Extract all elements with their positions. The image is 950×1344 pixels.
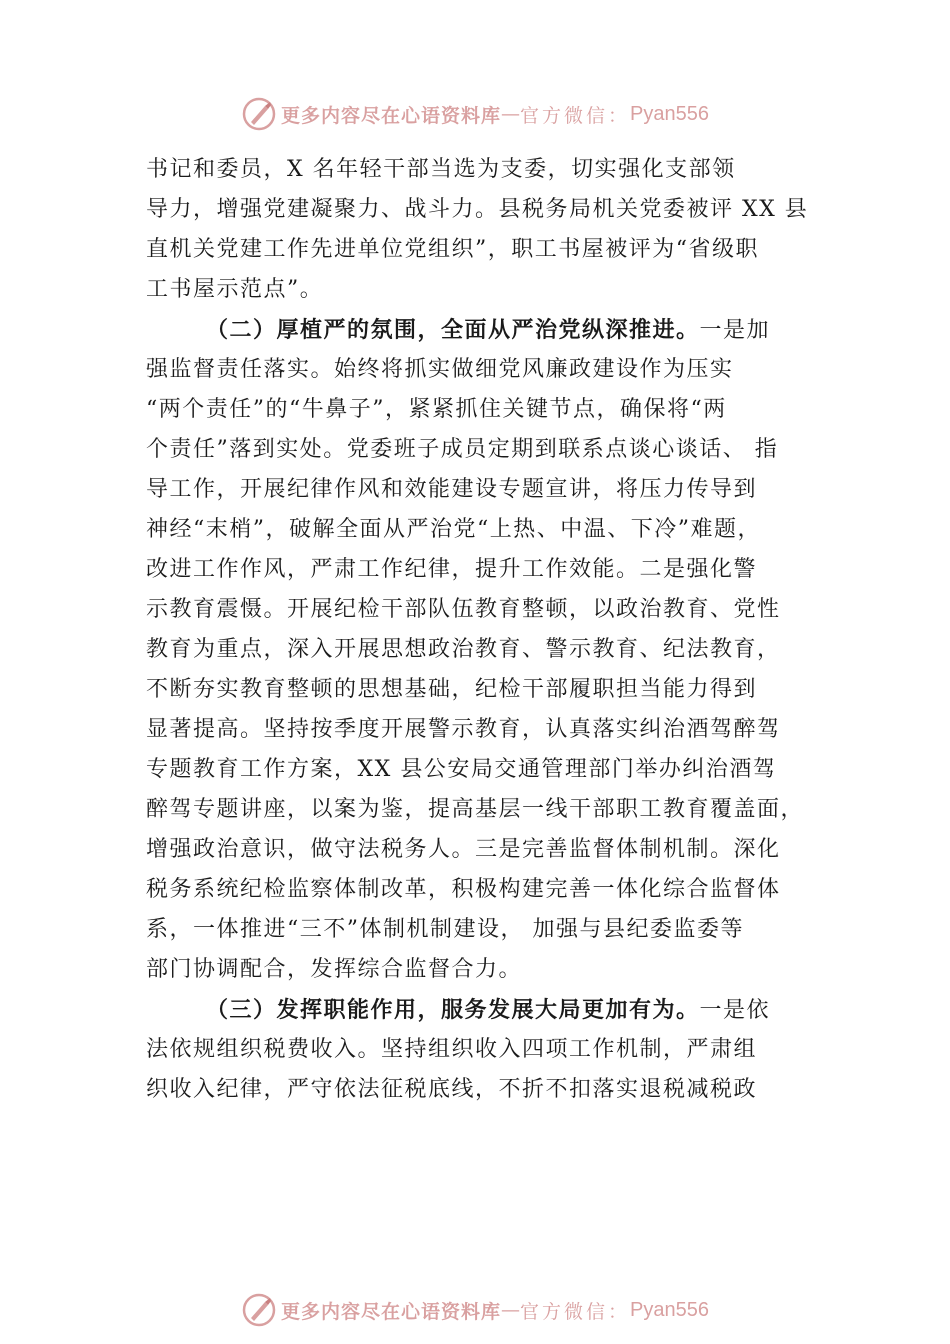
text-line: 教育为重点，深入开展思想政治教育、警示教育、纪法教育， [146,637,781,662]
text-line: 书记和委员，X 名年轻干部当选为支委，切实强化支部领 [146,157,736,182]
section-2-first-line-rest: 一是加 [699,318,771,343]
section-3-heading: （三）发挥职能作用，服务发展大局更加有为。 [206,997,700,1023]
text-line: 显著提高。坚持按季度开展警示教育，认真落实纠治酒驾醉驾 [146,717,781,742]
section-2-heading: （二）厚植严的氛围，全面从严治党纵深推进。 [206,317,700,343]
section-2-first-line [206,310,770,350]
text-line: 法依规组织税费收入。坚持组织收入四项工作机制，严肃组 [146,1037,758,1062]
text-line: 不断夯实教育整顿的思想基础，纪检干部履职担当能力得到 [146,677,758,702]
text-line: 示教育震慑。开展纪检干部队伍教育整顿，以政治教育、党性 [146,597,781,622]
banner-label: 官方微信： [520,1300,631,1323]
section-3-first-line [206,990,770,1030]
pen-logo-icon [241,96,277,132]
banner-label: 官方微信： [520,104,631,127]
section-3-first-line-rest: 一是依 [699,998,771,1023]
footer-watermark [0,1288,950,1332]
text-line: 导力，增强党建凝聚力、战斗力。县税务局机关党委被评 XX 县 [146,197,809,222]
banner-title: 更多内容尽在心语资料库 [281,104,502,127]
text-line: 织收入纪律，严守依法征税底线，不折不扣落实退税减税政 [146,1077,758,1102]
banner-title: 更多内容尽在心语资料库 [281,1300,502,1323]
banner-wechat-id: Pyan556 [630,1298,709,1321]
text-line: 强监督责任落实。始终将抓实做细党风廉政建设作为压实 [146,357,734,382]
text-line: 增强政治意识，做守法税务人。三是完善监督体制机制。深化 [146,837,781,862]
header-watermark [0,92,950,136]
text-line: 个责任”落到实处。党委班子成员定期到联系点谈心谈话、 指 [146,437,779,462]
text-line: 税务系统纪检监察体制改革，积极构建完善一体化综合监督体 [146,877,781,902]
text-line: “两个责任”的“牛鼻子”，紧紧抓住关键节点，确保将“两 [146,397,727,422]
text-line: 神经“末梢”，破解全面从严治党“上热、中温、下冷”难题， [146,517,761,542]
text-line: 专题教育工作方案，XX 县公安局交通管理部门举办纠治酒驾 [146,757,777,782]
text-line: 直机关党建工作先进单位党组织”，职工书屋被评为“省级职 [146,237,759,262]
banner-wechat-id: Pyan556 [630,102,709,125]
text-line: 部门协调配合，发挥综合监督合力。 [146,957,523,982]
banner-separator: — [501,103,521,125]
pen-logo-icon [241,1292,277,1328]
text-line: 醉驾专题讲座，以案为鉴，提高基层一线干部职工教育覆盖面， [146,797,805,822]
text-line: 系，一体推进“三不”体制机制建设， 加强与县纪委监委等 [146,917,744,942]
text-line: 导工作，开展纪律作风和效能建设专题宣讲，将压力传导到 [146,477,758,502]
text-line: 工书屋示范点”。 [146,277,324,302]
text-line: 改进工作作风，严肃工作纪律，提升工作效能。二是强化警 [146,557,758,582]
banner-separator: — [501,1299,521,1321]
